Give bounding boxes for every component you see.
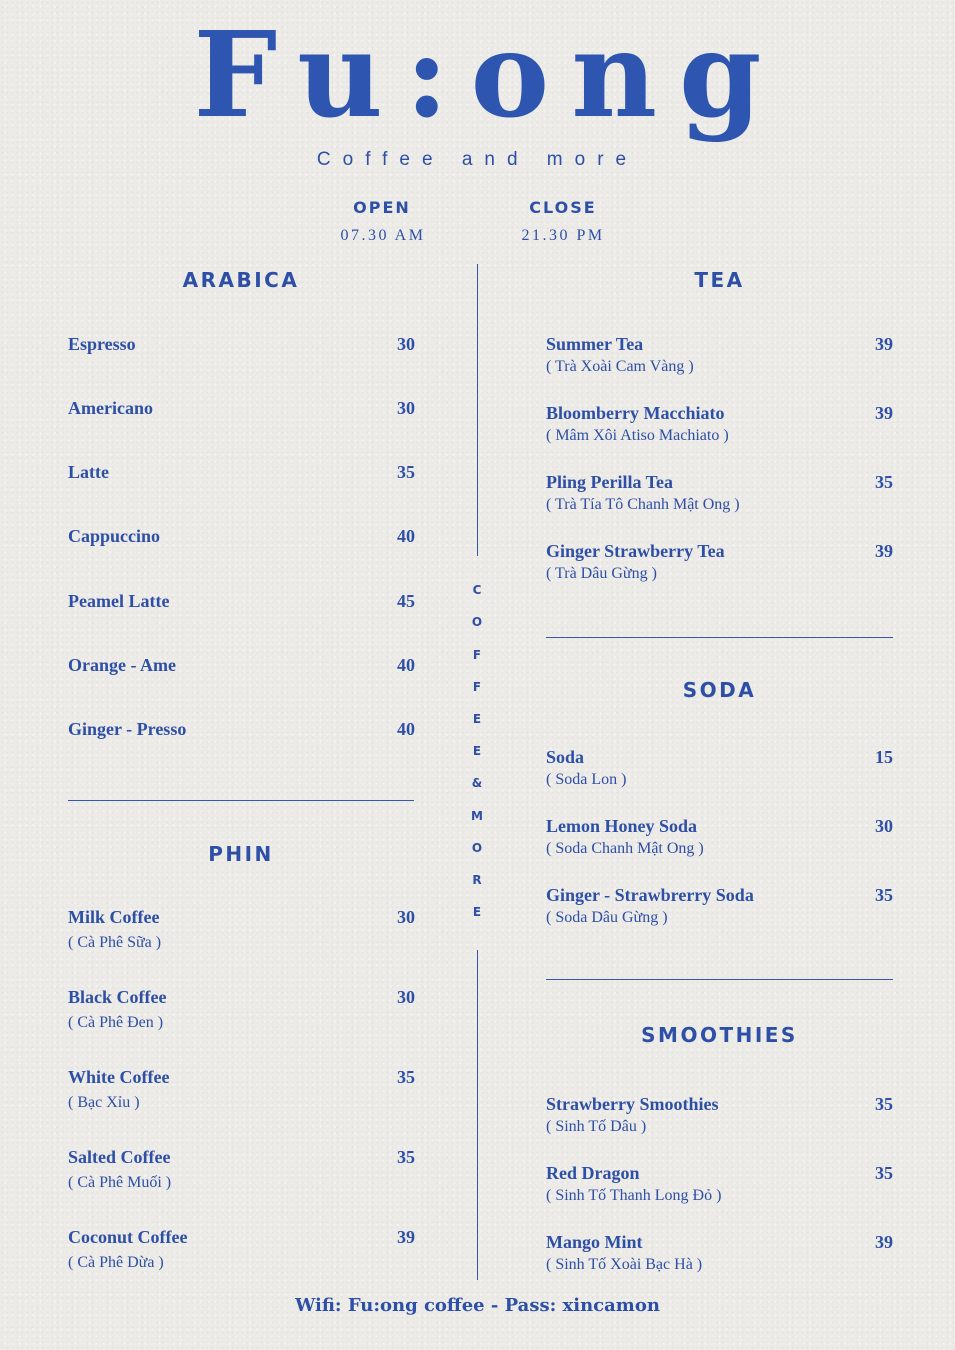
item-price: 40 xyxy=(397,719,415,739)
menu-item xyxy=(546,1232,893,1272)
menu-item xyxy=(546,885,893,925)
menu-item xyxy=(68,526,415,566)
open-label: OPEN xyxy=(353,198,411,217)
menu-item xyxy=(68,987,415,1031)
item-price: 35 xyxy=(875,1163,893,1183)
menu-item xyxy=(68,719,415,759)
item-subtitle: ( Bạc Xỉu ) xyxy=(68,1094,140,1111)
item-name: Milk Coffee xyxy=(68,907,160,927)
divider-letter: E xyxy=(472,905,482,919)
section-title-arabica: ARABICA xyxy=(182,268,300,292)
brand-tagline: Coffee and more xyxy=(316,149,639,170)
divider-letter: E xyxy=(472,744,482,758)
section-title-soda: SODA xyxy=(682,678,757,702)
item-name: Pling Perilla Tea xyxy=(546,472,674,492)
menu-item xyxy=(546,1163,893,1203)
close-time: 21.30 PM xyxy=(521,227,605,244)
divider-letter: O xyxy=(471,841,483,855)
menu-item xyxy=(68,1067,415,1111)
item-subtitle: ( Cà Phê Đen ) xyxy=(68,1014,164,1031)
item-name: Soda xyxy=(546,747,585,767)
item-price: 39 xyxy=(397,1227,415,1247)
open-time: 07.30 AM xyxy=(340,227,426,244)
brand-title: Fu:ong xyxy=(193,5,784,144)
item-price: 30 xyxy=(397,334,415,354)
section-divider xyxy=(546,979,893,980)
divider-letter: F xyxy=(472,648,482,662)
item-name: Ginger - Strawbrerry Soda xyxy=(546,885,754,905)
item-price: 15 xyxy=(875,747,893,767)
item-price: 45 xyxy=(397,591,415,611)
item-name: Cappuccino xyxy=(68,526,161,546)
divider-letter: C xyxy=(472,583,482,597)
menu-item xyxy=(546,334,893,374)
item-price: 35 xyxy=(875,472,893,492)
menu-item xyxy=(546,541,893,581)
item-name: Strawberry Smoothies xyxy=(546,1094,719,1114)
divider-letter: & xyxy=(471,776,483,790)
item-name: Red Dragon xyxy=(546,1163,640,1183)
item-name: Bloomberry Macchiato xyxy=(546,403,725,423)
item-subtitle: ( Trà Tía Tô Chanh Mật Ong ) xyxy=(546,496,740,513)
item-subtitle: ( Sinh Tố Dâu ) xyxy=(546,1118,647,1135)
item-subtitle: ( Sinh Tố Thanh Long Đỏ ) xyxy=(546,1187,722,1204)
item-name: Peamel Latte xyxy=(68,591,170,611)
item-subtitle: ( Cà Phê Muối ) xyxy=(68,1174,172,1191)
item-price: 39 xyxy=(875,403,893,423)
item-price: 39 xyxy=(875,334,893,354)
section-title-tea: TEA xyxy=(694,268,745,292)
item-price: 39 xyxy=(875,541,893,561)
menu-item xyxy=(546,1094,893,1134)
divider-letter: R xyxy=(472,873,482,887)
item-name: Mango Mint xyxy=(546,1232,643,1252)
item-name: Americano xyxy=(68,398,153,418)
item-subtitle: ( Soda Chanh Mật Ong ) xyxy=(546,840,704,857)
menu-item xyxy=(546,816,893,856)
divider-letter: O xyxy=(471,615,483,629)
item-name: Orange - Ame xyxy=(68,655,176,675)
item-name: Espresso xyxy=(68,334,136,354)
divider-letter: E xyxy=(472,712,482,726)
item-name: Ginger Strawberry Tea xyxy=(546,541,725,561)
section-title-smoothies: SMOOTHIES xyxy=(641,1023,798,1047)
close-label: CLOSE xyxy=(529,198,597,217)
item-name: Summer Tea xyxy=(546,334,644,354)
item-name: Lemon Honey Soda xyxy=(546,816,698,836)
vertical-divider-top xyxy=(477,264,478,556)
item-price: 30 xyxy=(875,816,893,836)
divider-letter: M xyxy=(471,809,483,823)
item-price: 40 xyxy=(397,526,415,546)
item-price: 30 xyxy=(397,907,415,927)
menu-item xyxy=(68,398,415,438)
item-subtitle: ( Soda Lon ) xyxy=(546,771,627,788)
menu-item xyxy=(68,334,415,374)
section-divider xyxy=(68,800,414,801)
divider-letter: F xyxy=(472,680,482,694)
menu-item xyxy=(546,472,893,512)
item-subtitle: ( Trà Dâu Gừng ) xyxy=(546,565,657,582)
menu-item xyxy=(68,1147,415,1191)
menu-item xyxy=(68,1227,415,1271)
item-subtitle: ( Soda Dâu Gừng ) xyxy=(546,909,668,926)
item-name: Salted Coffee xyxy=(68,1147,171,1167)
vertical-divider-bottom xyxy=(477,950,478,1280)
item-name: Coconut Coffee xyxy=(68,1227,188,1247)
item-subtitle: ( Trà Xoài Cam Vàng ) xyxy=(546,358,694,375)
item-subtitle: ( Cà Phê Sữa ) xyxy=(68,934,162,951)
item-name: Black Coffee xyxy=(68,987,167,1007)
item-subtitle: ( Sinh Tố Xoài Bạc Hà ) xyxy=(546,1256,703,1273)
item-price: 39 xyxy=(875,1232,893,1252)
wifi-info: Wifi: Fu:ong coffee - Pass: xincamon xyxy=(295,1295,660,1316)
item-price: 30 xyxy=(397,398,415,418)
item-price: 35 xyxy=(397,1147,415,1167)
menu-item xyxy=(68,655,415,695)
menu-item xyxy=(546,747,893,787)
item-subtitle: ( Mâm Xôi Atiso Machiato ) xyxy=(546,427,729,444)
menu-item xyxy=(68,591,415,631)
item-name: Ginger - Presso xyxy=(68,719,187,739)
item-subtitle: ( Cà Phê Dừa ) xyxy=(68,1254,164,1271)
item-price: 35 xyxy=(875,885,893,905)
section-title-phin: PHIN xyxy=(208,842,274,866)
menu-item xyxy=(546,403,893,443)
menu-item xyxy=(68,907,415,951)
section-divider xyxy=(546,637,893,638)
menu-item xyxy=(68,462,415,502)
item-price: 35 xyxy=(397,462,415,482)
item-name: Latte xyxy=(68,462,109,482)
item-price: 30 xyxy=(397,987,415,1007)
item-price: 35 xyxy=(397,1067,415,1087)
item-name: White Coffee xyxy=(68,1067,170,1087)
item-price: 35 xyxy=(875,1094,893,1114)
item-price: 40 xyxy=(397,655,415,675)
